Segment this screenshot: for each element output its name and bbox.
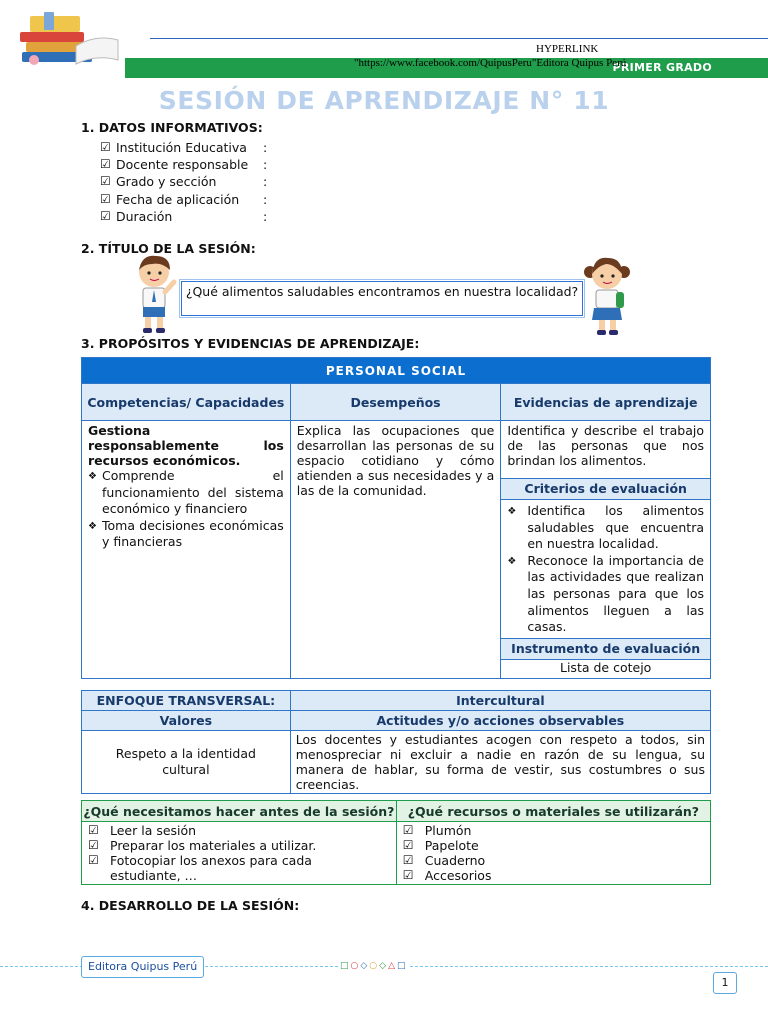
checkbox-icon: ☑ <box>100 140 111 154</box>
bullet-icon: ❖ <box>88 471 97 482</box>
area-banner: PERSONAL SOCIAL <box>82 358 711 384</box>
facebook-link[interactable]: "https://www.facebook.com/QuipusPeru"Editora Quipus Perú <box>354 57 627 69</box>
antes-list <box>82 822 397 885</box>
recurso-item: ☑ Plumón <box>402 823 472 838</box>
capacidad-item: ❖ Comprende el funcionamiento del sistema económico y financiero <box>88 468 284 517</box>
actitud-cell: Los docentes y estudiantes acogen con respeto a todos, sin menospreciar ni excluir a nadie en razón de su lengua, su manera de hablar, su forma de vestir, sus costumbres o sus creencias. <box>290 731 710 794</box>
hyperlink-label: HYPERLINK <box>536 43 599 55</box>
capacidad-item: ❖ Toma decisiones económicas y financieras <box>88 517 284 550</box>
col-header-competencias: Competencias/ Capacidades <box>82 384 291 421</box>
checkbox-icon: ☑ <box>402 853 414 867</box>
checkbox-icon: ☑ <box>88 823 99 837</box>
checkbox-icon: ☑ <box>88 853 99 867</box>
checkbox-icon: ☑ <box>100 191 111 206</box>
recurso-item: ☑ Cuaderno <box>402 853 486 868</box>
section-3-heading: 3. PROPÓSITOS Y EVIDENCIAS DE APRENDIZAJE: <box>81 336 420 351</box>
enfoque-label: ENFOQUE TRANSVERSAL: <box>82 691 291 711</box>
valor-cell: Respeto a la identidad cultural <box>82 731 291 794</box>
enfoque-table <box>81 690 711 794</box>
checkbox-icon: ☑ <box>100 208 111 223</box>
datos-item: ☑ Fecha de aplicación : <box>100 191 268 207</box>
page-title: SESIÓN DE APRENDIZAJE N° 11 <box>158 86 610 115</box>
criterio-item: ❖ Identifica los alimentos saludables que encuentra en nuestra localidad. <box>507 503 704 552</box>
checkbox-icon: ☑ <box>402 838 414 852</box>
section-2-heading: 2. TÍTULO DE LA SESIÓN: <box>81 241 256 256</box>
datos-list <box>100 139 267 225</box>
bullet-icon: ❖ <box>507 555 517 567</box>
header-rule <box>150 38 768 39</box>
competencia-text: Gestiona responsablemente los recursos económicos. <box>88 423 284 468</box>
recurso-item: ☑ Accesorios <box>402 868 492 883</box>
grade-label: PRIMER GRADO <box>612 61 712 74</box>
enfoque-value: Intercultural <box>290 691 710 711</box>
col-header-evidencias: Evidencias de aprendizaje <box>501 384 711 421</box>
section-1-heading: 1. DATOS INFORMATIVOS: <box>81 120 263 135</box>
checkbox-icon: ☑ <box>402 868 414 882</box>
recursos-header: ¿Qué recursos o materiales se utilizarán? <box>396 801 710 822</box>
antes-header: ¿Qué necesitamos hacer antes de la sesión? <box>82 801 397 822</box>
preparacion-table <box>81 800 711 885</box>
datos-item: ☑ Grado y sección : <box>100 174 268 190</box>
session-title-box: ¿Qué alimentos saludables encontramos en nuestra localidad? <box>181 281 583 316</box>
datos-item: ☑ Docente responsable : <box>100 157 268 173</box>
recursos-list <box>396 822 710 885</box>
boy-illustration-icon <box>132 252 178 336</box>
antes-item: ☑ Leer la sesión <box>88 823 197 838</box>
evidencias-cell <box>501 421 711 679</box>
footer-publisher: Editora Quipus Perú <box>81 956 204 978</box>
instrumento-header: Instrumento de evaluación <box>501 638 710 660</box>
antes-item: ☑ Preparar los materiales a utilizar. <box>88 838 317 853</box>
bullet-icon: ❖ <box>507 506 517 517</box>
page-number: 1 <box>713 972 737 994</box>
actitudes-header: Actitudes y/o acciones observables <box>290 711 710 731</box>
competencias-cell <box>82 421 291 679</box>
valores-header: Valores <box>82 711 291 731</box>
propositos-table <box>81 357 711 679</box>
datos-item: ☑ Institución Educativa : <box>100 140 268 155</box>
books-logo-icon <box>14 10 122 68</box>
col-header-desempenos: Desempeños <box>290 384 501 421</box>
desempeno-cell: Explica las ocupaciones que desarrollan las personas de su espacio cotidiano y cómo atienden a sus necesidades y a las de la comunidad. <box>290 421 501 679</box>
recurso-item: ☑ Papelote <box>402 838 479 853</box>
girl-illustration-icon <box>582 254 632 338</box>
criterio-item: ❖ Reconoce la importancia de las actividades que realizan las personas para que los alimentos lleguen a las casas. <box>507 552 704 635</box>
checkbox-icon: ☑ <box>100 157 111 172</box>
footer-shapes-icon: □○◇○◇△□ <box>340 961 408 971</box>
bullet-icon: ❖ <box>88 520 97 532</box>
datos-item: ☑ Duración : <box>100 208 268 224</box>
section-4-heading: 4. DESARROLLO DE LA SESIÓN: <box>81 898 300 913</box>
criterios-header: Criterios de evaluación <box>501 478 710 500</box>
checkbox-icon: ☑ <box>88 838 99 852</box>
antes-item: ☑ Fotocopiar los anexos para cada estudiante, … <box>88 853 312 883</box>
checkbox-icon: ☑ <box>100 174 111 189</box>
evidencia-text: Identifica y describe el trabajo de las personas que nos brindan los alimentos. <box>507 423 704 468</box>
checkbox-icon: ☑ <box>402 823 414 837</box>
instrumento-value: Lista de cotejo <box>560 660 652 675</box>
criterios-list <box>501 500 710 638</box>
